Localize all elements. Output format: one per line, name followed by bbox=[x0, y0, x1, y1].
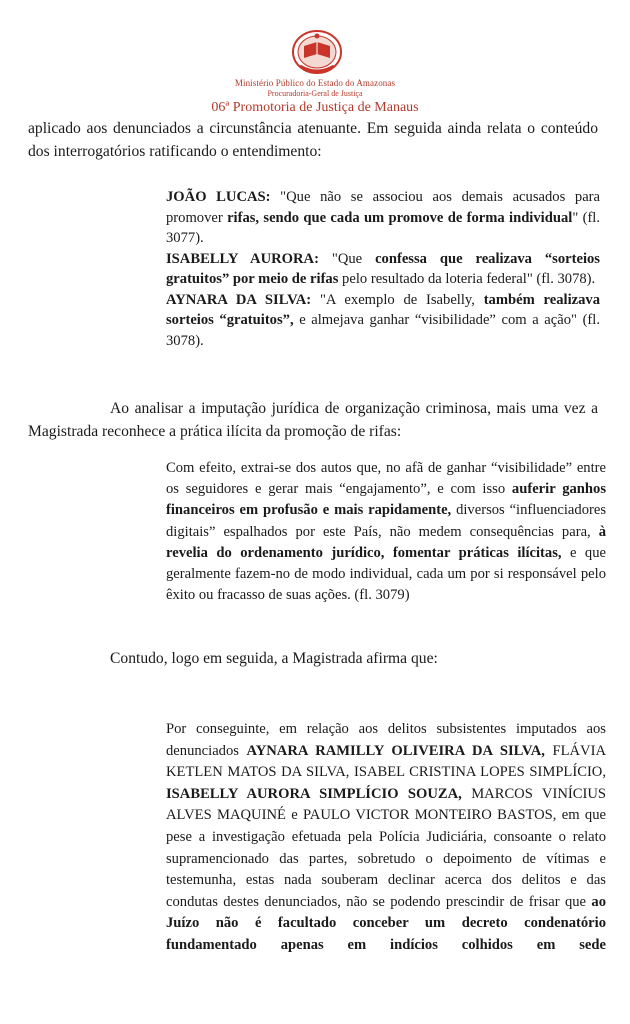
letterhead bbox=[0, 0, 630, 120]
quote-decision-1: Com efeito, extrai-se dos autos que, no afã de ganhar “visibilidade” entre os seguidores e gerar mais “engajamento”, e com isso auferir ganhos financeiros em profusão e mais rapidamente, diversos “influenciadores digitais” espalhados por este País, não medem consequências para, à revelia do ordenamento jurídico, fomentar práticas ilícitas, e que geralmente fazem-no de modo individual, cada um por si responsável pelo êxito ou fracasso de suas ações. (fl. 3079) bbox=[166, 460, 607, 604]
office-name: 06ª Promotoria de Justiça de Manaus bbox=[211, 100, 419, 115]
quote-aynara: AYNARA DA SILVA: "A exemplo de Isabelly, também realizava sorteios “gratuitos”, e almejava ganhar “visibilidade” com a ação" (fl. 3078). bbox=[166, 291, 600, 349]
quote-decision-2: Por conseguinte, em relação aos delitos subsistentes imputados aos denunciados AYNARA RAMILLY OLIVEIRA DA SILVA, FLÁVIA KETLEN MATOS DA SILVA, ISABEL CRISTINA LOPES SIMPLÍCIO, ISABELLY AURORA SIMPLÍCIO SOUZA, MARCOS VINÍCIUS ALVES MAQUINÉ e PAULO VICTOR MONTEIRO BASTOS, em que pese a investigação efetuada pela Polícia Judiciária, consoante o relato supramencionado das partes, sobretudo o depoimento de vítimas e testemunha, estas nada souberam declinar acerca dos delitos e das condutas destes denunciados, não se podendo prescindir de frisar que ao Juízo não é facultado conceber um decreto condenatório fundamentado apenas em indícios colhidos em sede bbox=[166, 721, 606, 953]
org-name: Ministério Público do Estado do Amazonas bbox=[234, 78, 396, 88]
speaker-isabelly: ISABELLY AURORA: bbox=[166, 250, 319, 267]
paragraph-organization: Ao analisar a imputação jurídica de organização criminosa, mais uma vez a Magistrada reconhece a prática ilícita da promoção de rifas: bbox=[28, 400, 598, 440]
org-subname: Procuradoria-Geral de Justiça bbox=[267, 89, 363, 98]
speaker-aynara: AYNARA DA SILVA: bbox=[166, 291, 312, 308]
quote-joao: JOÃO LUCAS: "Que não se associou aos demais acusados para promover rifas, sendo que cada um promove de forma individual" (fl. 3077). bbox=[166, 189, 601, 246]
interrogation-quotes bbox=[166, 187, 600, 351]
speaker-joao: JOÃO LUCAS: bbox=[166, 189, 271, 205]
paragraph-however: Contudo, logo em seguida, a Magistrada afirma que: bbox=[110, 650, 438, 667]
institution-seal-icon bbox=[286, 28, 348, 78]
paragraph-intro: aplicado aos denunciados a circunstância atenuante. Em seguida ainda relata o conteúdo dos interrogatórios ratificando o entendimento: bbox=[28, 120, 598, 160]
quote-isabelly: ISABELLY AURORA: "Que confessa que realizava “sorteios gratuitos” por meio de rifas pelo resultado da loteria federal" (fl. 3078). bbox=[166, 250, 600, 287]
